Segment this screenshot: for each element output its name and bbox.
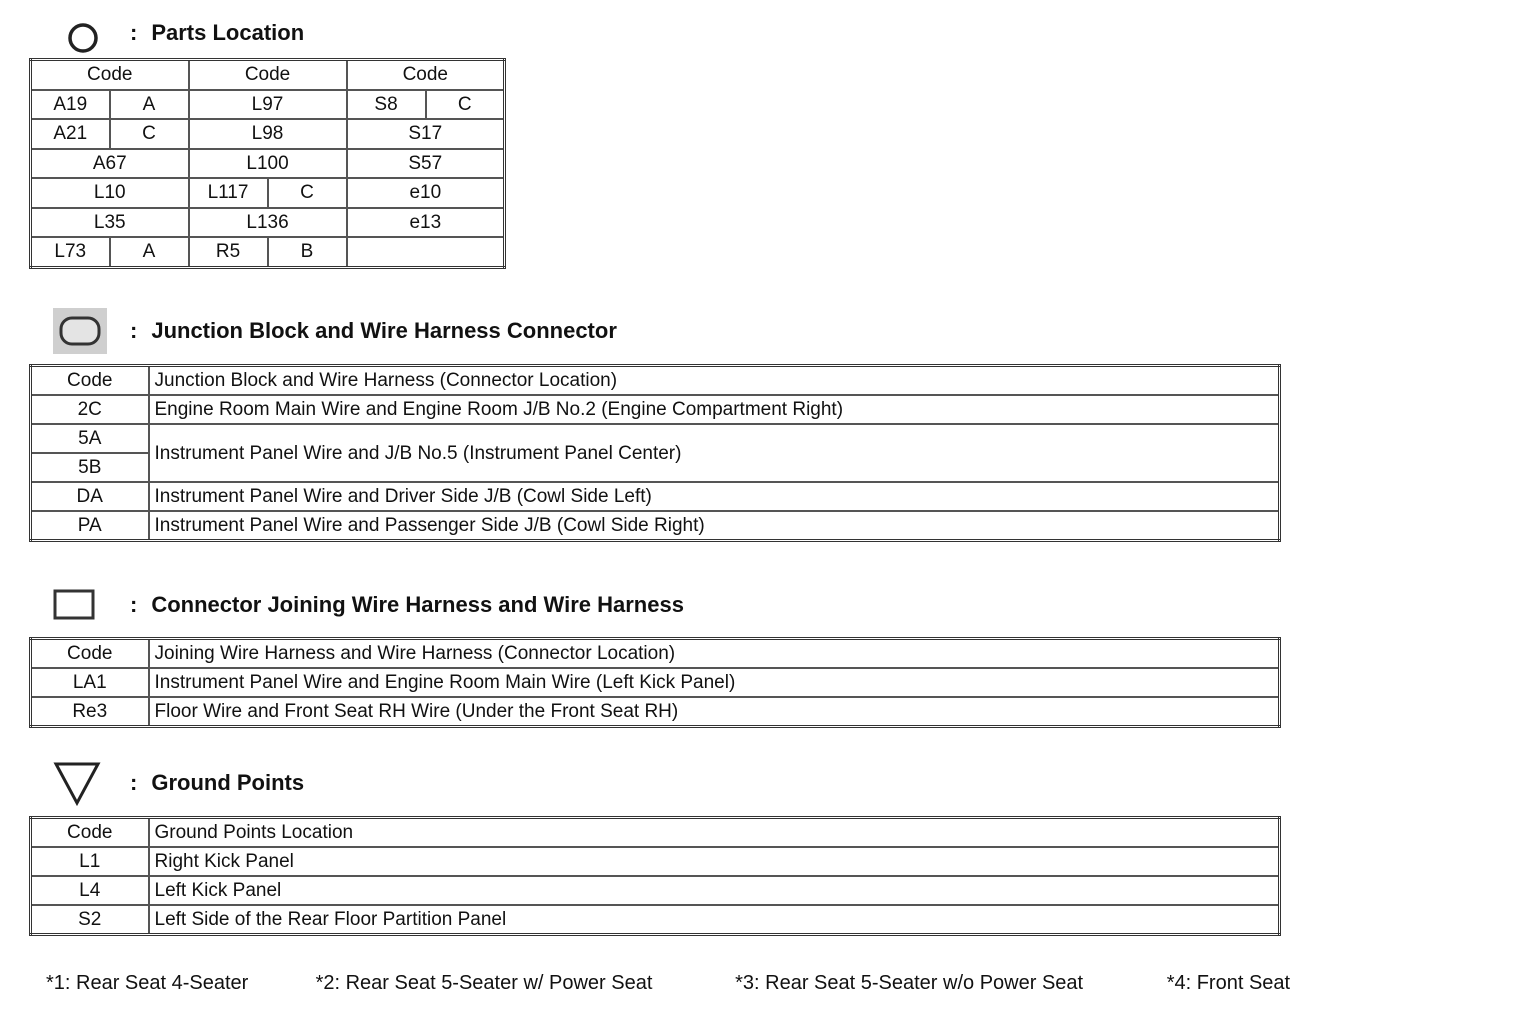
- column-header: Code: [347, 60, 505, 90]
- code-cell: A19: [31, 90, 110, 120]
- code-cell: e10: [347, 178, 505, 208]
- section-title: Junction Block and Wire Harness Connector: [151, 318, 617, 343]
- colon: :: [130, 318, 138, 343]
- sub-code-cell: C: [268, 178, 347, 208]
- table-row: [31, 668, 1280, 697]
- code-cell: L1: [31, 847, 149, 876]
- column-header: Junction Block and Wire Harness (Connector Location): [149, 366, 1280, 396]
- table-header-row: [31, 366, 1280, 396]
- triangle-down-icon: [52, 758, 108, 808]
- code-cell: S57: [347, 149, 505, 179]
- table-row: [31, 876, 1280, 905]
- footnotes: [46, 972, 1290, 995]
- description-cell: Instrument Panel Wire and J/B No.5 (Instrument Panel Center): [149, 424, 1280, 482]
- code-cell: S2: [31, 905, 149, 935]
- connector-joining-table: [29, 637, 1281, 728]
- column-header: Joining Wire Harness and Wire Harness (Connector Location): [149, 639, 1280, 669]
- table-row: [31, 424, 1280, 453]
- table-header-row: [31, 818, 1280, 848]
- table-row: [31, 905, 1280, 935]
- column-header: Ground Points Location: [149, 818, 1280, 848]
- code-cell: e13: [347, 208, 505, 238]
- sub-code-cell: C: [110, 119, 189, 149]
- connector-joining-heading: [52, 580, 684, 630]
- column-header: Code: [189, 60, 347, 90]
- table-row: [31, 697, 1280, 727]
- section-title: Parts Location: [151, 20, 305, 45]
- table-row: [31, 395, 1280, 424]
- code-cell: L73: [31, 237, 110, 267]
- junction-block-table: [29, 364, 1281, 542]
- description-cell: Instrument Panel Wire and Engine Room Main Wire (Left Kick Panel): [149, 668, 1280, 697]
- table-row: [31, 847, 1280, 876]
- footnote: *4: Front Seat: [1166, 972, 1291, 994]
- code-cell: S8: [347, 90, 426, 120]
- code-cell: 2C: [31, 395, 149, 424]
- table-row: [31, 119, 505, 149]
- ground-points-table: [29, 816, 1281, 936]
- description-cell: Instrument Panel Wire and Driver Side J/B (Cowl Side Left): [149, 482, 1280, 511]
- code-cell: DA: [31, 482, 149, 511]
- table-row: [31, 149, 505, 179]
- table-row: [31, 237, 505, 267]
- footnote: *2: Rear Seat 5-Seater w/ Power Seat: [315, 972, 653, 994]
- code-cell: 5B: [31, 453, 149, 482]
- code-cell: L100: [189, 149, 347, 179]
- square-box-icon: [52, 580, 108, 630]
- sub-code-cell: A: [110, 90, 189, 120]
- code-cell: L117: [189, 178, 268, 208]
- sub-code-cell: C: [426, 90, 505, 120]
- junction-block-heading: [52, 306, 617, 356]
- colon: :: [130, 592, 138, 617]
- column-header: Code: [31, 60, 189, 90]
- rounded-box-icon: [52, 306, 108, 356]
- sub-code-cell: A: [110, 237, 189, 267]
- description-cell: Instrument Panel Wire and Passenger Side J/B (Cowl Side Right): [149, 511, 1280, 541]
- section-title: Connector Joining Wire Harness and Wire Harness: [151, 592, 684, 617]
- code-cell: R5: [189, 237, 268, 267]
- code-cell: 5A: [31, 424, 149, 453]
- parts-location-heading: [52, 8, 304, 58]
- empty-cell: [347, 237, 505, 267]
- table-header-row: [31, 60, 505, 90]
- table-row: [31, 482, 1280, 511]
- colon: :: [130, 770, 138, 795]
- code-cell: A67: [31, 149, 189, 179]
- parts-location-table: [29, 58, 506, 269]
- footnote: *1: Rear Seat 4-Seater: [46, 972, 249, 994]
- code-cell: L4: [31, 876, 149, 905]
- code-cell: L98: [189, 119, 347, 149]
- circle-icon: [52, 8, 108, 58]
- code-cell: L10: [31, 178, 189, 208]
- column-header: Code: [31, 366, 149, 396]
- column-header: Code: [31, 818, 149, 848]
- description-cell: Engine Room Main Wire and Engine Room J/B No.2 (Engine Compartment Right): [149, 395, 1280, 424]
- code-cell: S17: [347, 119, 505, 149]
- code-cell: L97: [189, 90, 347, 120]
- table-row: [31, 511, 1280, 541]
- code-cell: A21: [31, 119, 110, 149]
- description-cell: Left Side of the Rear Floor Partition Panel: [149, 905, 1280, 935]
- section-title: Ground Points: [151, 770, 305, 795]
- code-cell: L136: [189, 208, 347, 238]
- colon: :: [130, 20, 138, 45]
- table-row: [31, 208, 505, 238]
- ground-points-heading: [52, 758, 304, 808]
- description-cell: Floor Wire and Front Seat RH Wire (Under the Front Seat RH): [149, 697, 1280, 727]
- code-cell: Re3: [31, 697, 149, 727]
- sub-code-cell: B: [268, 237, 347, 267]
- column-header: Code: [31, 639, 149, 669]
- footnote: *3: Rear Seat 5-Seater w/o Power Seat: [735, 972, 1084, 994]
- table-row: [31, 178, 505, 208]
- description-cell: Left Kick Panel: [149, 876, 1280, 905]
- code-cell: L35: [31, 208, 189, 238]
- description-cell: Right Kick Panel: [149, 847, 1280, 876]
- code-cell: LA1: [31, 668, 149, 697]
- code-cell: PA: [31, 511, 149, 541]
- table-header-row: [31, 639, 1280, 669]
- table-row: [31, 90, 505, 120]
